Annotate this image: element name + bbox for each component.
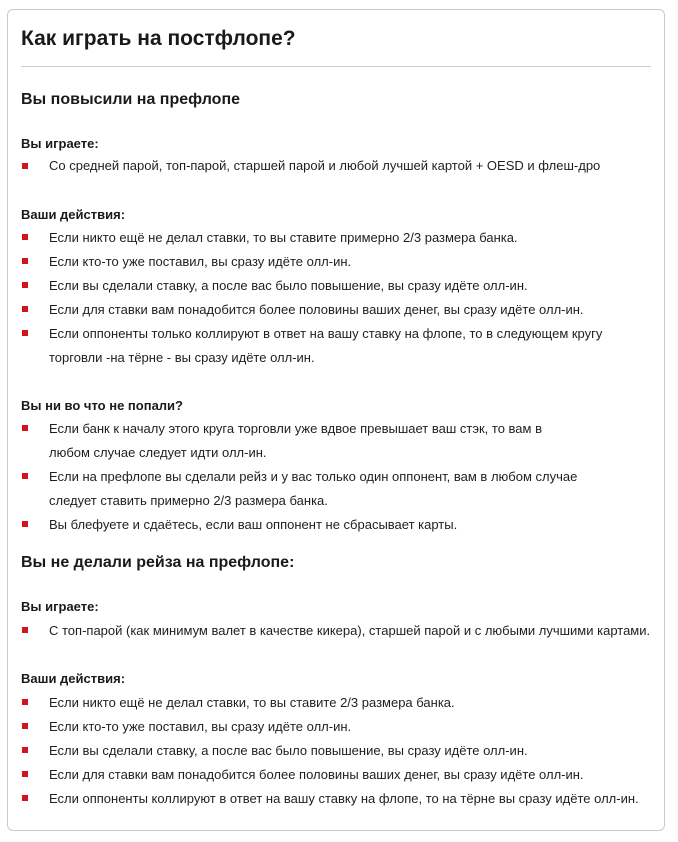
bullet-icon [22,699,28,705]
list-item: Со средней парой, топ-парой, старшей парой и любой лучшей картой + OESD и флеш-дро [49,158,601,173]
bullet-icon [22,234,28,240]
list-item: Если вы сделали ставку, а после вас было повышение, вы сразу идёте олл-ин. [49,278,528,293]
bullet-icon [22,330,28,336]
list-item-line: следует ставить примерно 2/3 размера банка. [49,493,328,508]
bullet-icon [22,521,28,527]
section-heading-no-raise-preflop: Вы не делали рейза на префлопе: [21,554,295,571]
list-item: Если никто ещё не делал ставки, то вы ставите 2/3 размера банка. [49,695,455,710]
bullet-icon [22,627,28,633]
title-divider [21,66,651,67]
bullet-icon [22,723,28,729]
list-item-line: любом случае следует идти олл-ин. [49,445,267,460]
subheading-you-play: Вы играете: [21,136,99,151]
list-item: Если кто-то уже поставил, вы сразу идёте олл-ин. [49,719,352,734]
bullet-icon [22,282,28,288]
list-item: Вы блефуете и сдаётесь, если ваш оппонент не сбрасывает карты. [49,517,458,532]
section-heading-raised-preflop: Вы повысили на префлопе [21,91,241,108]
bullet-icon [22,771,28,777]
bullet-icon [22,425,28,431]
page-title: Как играть на постфлопе? [21,27,296,50]
bullet-icon [22,473,28,479]
bullet-icon [22,795,28,801]
list-item: С топ-парой (как минимум валет в качестве кикера), старшей парой и с любыми лучшими картами. [49,623,651,638]
list-item: Если вы сделали ставку, а после вас было повышение, вы сразу идёте олл-ин. [49,743,528,758]
subheading-you-play: Вы играете: [21,599,99,614]
list-item-line: торговли -на тёрне - вы сразу идёте олл-ин. [49,350,315,365]
bullet-icon [22,258,28,264]
content-card [7,9,665,831]
subheading-your-actions: Ваши действия: [21,207,126,222]
list-item-line: Если оппоненты только коллируют в ответ на вашу ставку на флопе, то в следующем кругу [49,326,603,341]
subheading-nothing-hit: Вы ни во что не попали? [21,398,183,413]
list-item-line: Если на префлопе вы сделали рейз и у вас только один оппонент, вам в любом случае [49,469,578,484]
list-item: Если для ставки вам понадобится более половины ваших денег, вы сразу идёте олл-ин. [49,767,584,782]
bullet-icon [22,306,28,312]
list-item: Если никто ещё не делал ставки, то вы ставите примерно 2/3 размера банка. [49,230,518,245]
list-item-line: Если банк к началу этого круга торговли уже вдвое превышает ваш стэк, то вам в [49,421,542,436]
list-item: Если оппоненты коллируют в ответ на вашу ставку на флопе, то на тёрне вы сразу идёте олл-ин. [49,791,639,806]
list-item: Если для ставки вам понадобится более половины ваших денег, вы сразу идёте олл-ин. [49,302,584,317]
bullet-icon [22,163,28,169]
list-item: Если кто-то уже поставил, вы сразу идёте олл-ин. [49,254,352,269]
subheading-your-actions: Ваши действия: [21,671,126,686]
bullet-icon [22,747,28,753]
